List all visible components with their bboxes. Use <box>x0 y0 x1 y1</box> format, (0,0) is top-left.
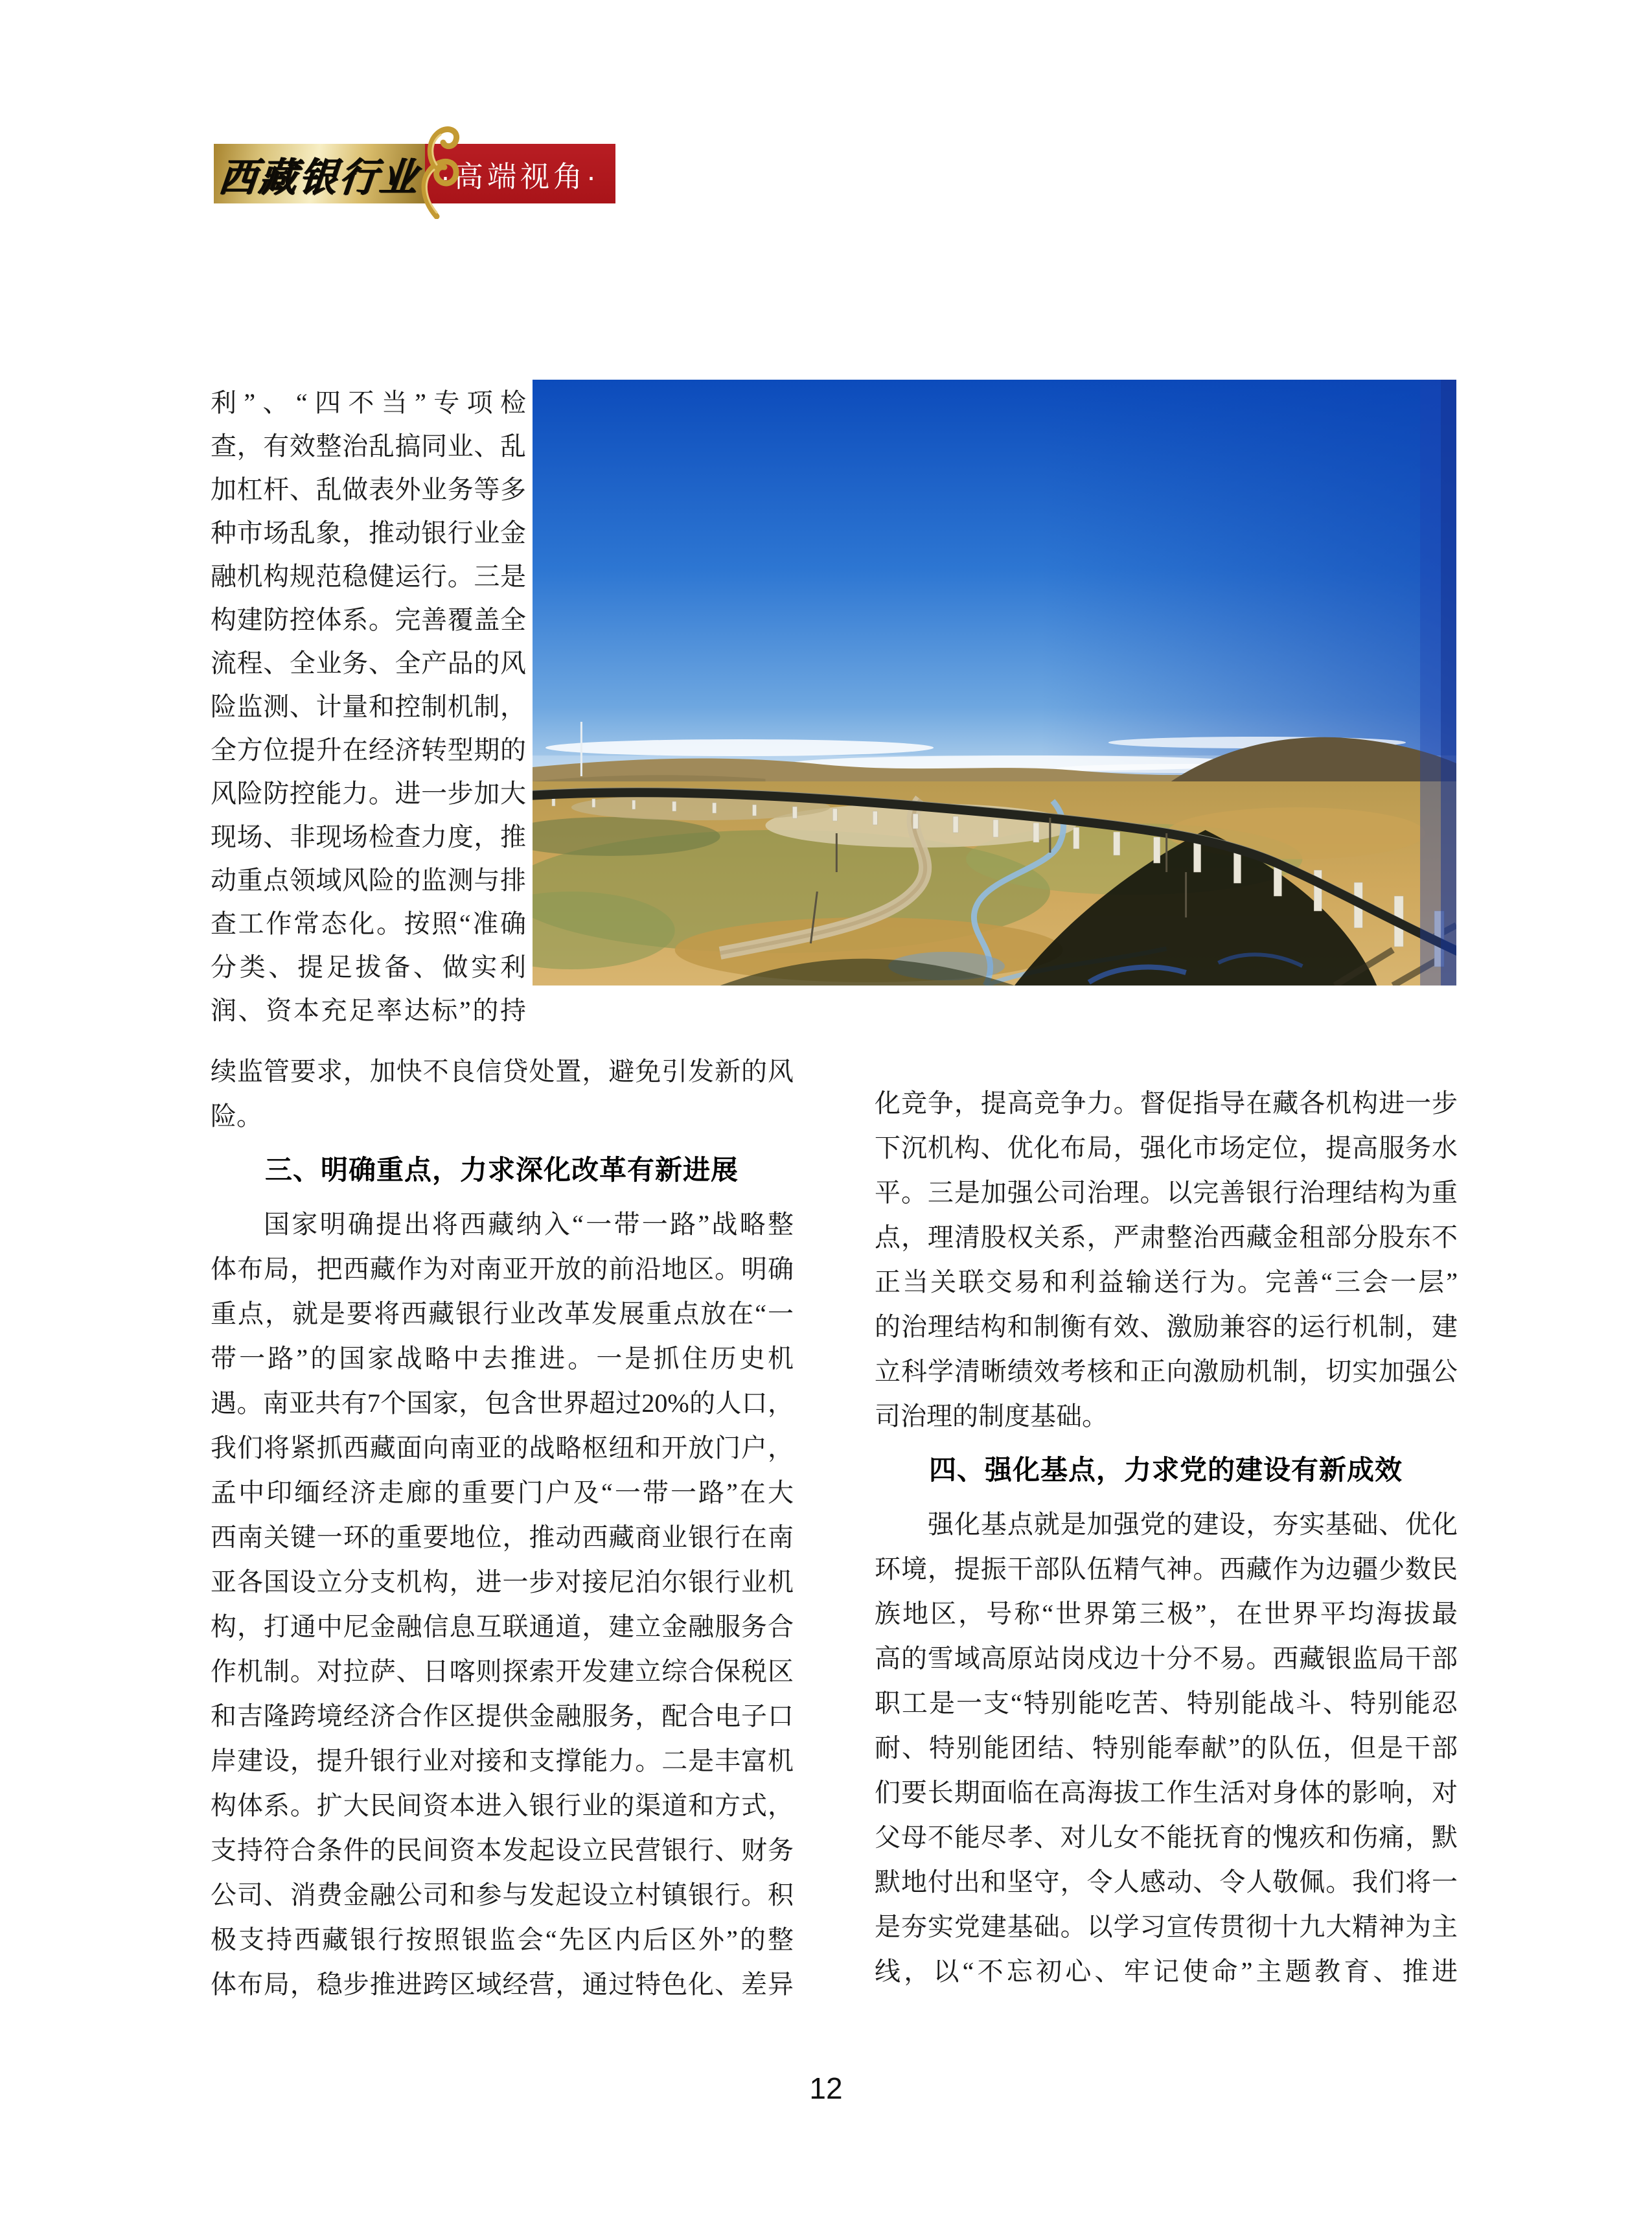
text-line: 们要长期面临在高海拔工作生活对身体的影响，对 <box>875 1778 1458 1807</box>
text-line: 公司、消费金融公司和参与发起设立村镇银行。积 <box>211 1880 794 1909</box>
text-line: 险。 <box>211 1101 262 1131</box>
text-line: 默地付出和坚守，令人感动、令人敬佩。我们将一 <box>875 1867 1458 1896</box>
text-line: 种市场乱象，推动银行业金 <box>211 518 526 548</box>
antenna-mast <box>580 722 582 776</box>
section-label: ·高端视角· <box>441 159 600 193</box>
text-line: 支持符合条件的民间资本发起设立民营银行、财务 <box>211 1836 794 1865</box>
railway-viaduct-photo <box>533 380 1456 986</box>
text-line: 作机制。对拉萨、日喀则探索开发建立综合保税区 <box>211 1657 794 1686</box>
text-line: 构，打通中尼金融信息互联通道，建立金融服务合 <box>211 1612 794 1641</box>
text-line: 极支持西藏银行按照银监会“先区内后区外”的整 <box>211 1925 794 1954</box>
text-line: 加杠杆、乱做表外业务等多 <box>211 475 526 504</box>
text-line: 正当关联交易和利益输送行为。完善“三会一层” <box>875 1267 1458 1297</box>
text-line: 分类、提足拔备、做实利 <box>211 952 526 982</box>
text-line: 化竞争，提高竞争力。督促指导在藏各机构进一步 <box>875 1089 1458 1118</box>
text-line: 体布局，把西藏作为对南亚开放的前沿地区。明确 <box>211 1254 794 1284</box>
section-heading-four: 四、强化基点，力求党的建设有新成效 <box>929 1455 1403 1485</box>
text-line: 查工作常态化。按照“准确 <box>211 909 526 938</box>
text-line: 和吉隆跨境经济合作区提供金融服务，配合电子口 <box>211 1701 794 1731</box>
left-column-narrow-text <box>211 381 526 1032</box>
photo-illustration <box>533 380 1456 986</box>
text-line: 是夯实党建基础。以学习宣传贯彻十九大精神为主 <box>875 1912 1458 1941</box>
masthead-title-calligraphy: 西藏银行业 <box>216 154 422 200</box>
text-line: 风险防控能力。进一步加大 <box>211 779 526 808</box>
text-line: 融机构规范稳健运行。三是 <box>211 562 526 591</box>
text-line: 国家明确提出将西藏纳入“一带一路”战略整 <box>264 1210 794 1239</box>
text-line: 下沉机构、优化布局，强化市场定位，提高服务水 <box>875 1133 1458 1162</box>
text-line: 耐、特别能团结、特别能奉献”的队伍，但是干部 <box>875 1733 1458 1762</box>
text-line: 体布局，稳步推进跨区域经营，通过特色化、差异 <box>211 1970 794 1999</box>
text-line: 族地区，号称“世界第三极”，在世界平均海拔最 <box>875 1599 1458 1628</box>
text-line: 线，以“不忘初心、牢记使命”主题教育、推进 <box>875 1957 1458 1986</box>
text-line: 重点，就是要将西藏银行业改革发展重点放在“一 <box>211 1299 794 1328</box>
text-line: 岸建设，提升银行业对接和支撑能力。二是丰富机 <box>211 1746 794 1775</box>
text-line: 司治理的制度基础。 <box>875 1401 1108 1431</box>
text-line: 平。三是加强公司治理。以完善银行治理结构为重 <box>875 1178 1458 1207</box>
text-line: 西南关键一环的重要地位，推动西藏商业银行在南 <box>211 1523 794 1552</box>
text-line: 亚各国设立分支机构，进一步对接尼泊尔银行业机 <box>211 1567 794 1597</box>
text-line: 构体系。扩大民间资本进入银行业的渠道和方式， <box>211 1791 794 1820</box>
paragraph-risk-continued <box>211 1049 794 1138</box>
text-line: 现场、非现场检查力度，推 <box>211 822 526 851</box>
text-line: 带一路”的国家战略中去推进。一是抓住历史机 <box>211 1344 794 1373</box>
text-line: 构建防控体系。完善覆盖全 <box>211 605 526 634</box>
text-line: 续监管要求，加快不良信贷处置，避免引发新的风 <box>211 1057 794 1086</box>
text-line: 我们将紧抓西藏面向南亚的战略枢纽和开放门户， <box>211 1433 794 1462</box>
text-line: 流程、全业务、全产品的风 <box>211 649 526 678</box>
paragraph-two-continued <box>875 1081 1458 1438</box>
page-number: 12 <box>809 2071 843 2105</box>
text-line: 点，理清股权关系，严肃整治西藏金租部分股东不 <box>875 1223 1458 1252</box>
text-line: 强化基点就是加强党的建设，夯实基础、优化 <box>928 1510 1458 1539</box>
paragraph-three <box>211 1202 794 2007</box>
text-line: 动重点领域风险的监测与排 <box>211 866 526 895</box>
text-line: 利”、“四不当”专项检 <box>211 388 526 417</box>
text-line: 立科学清晰绩效考核和正向激励机制，切实加强公 <box>875 1357 1458 1386</box>
text-line: 遇。南亚共有7个国家，包含世界超过20%的人口， <box>211 1389 794 1418</box>
left-column-wide <box>211 1049 794 2007</box>
text-line: 父母不能尽孝、对儿女不能抚育的愧疚和伤痛，默 <box>875 1823 1458 1852</box>
masthead-banner <box>214 144 615 203</box>
section-heading-three: 三、明确重点，力求深化改革有新进展 <box>265 1155 739 1185</box>
text-line: 职工是一支“特别能吃苦、特别能战斗、特别能忍 <box>875 1689 1458 1718</box>
text-line: 险监测、计量和控制机制， <box>211 692 526 721</box>
masthead-gold-panel <box>214 144 425 203</box>
cloud-scroll-ornament-icon <box>403 122 465 219</box>
text-line: 环境，提振干部队伍精气神。西藏作为边疆少数民 <box>875 1554 1458 1584</box>
text-line: 孟中印缅经济走廊的重要门户及“一带一路”在大 <box>211 1478 794 1507</box>
right-column <box>875 1081 1458 1994</box>
text-line: 润、资本充足率达标”的持 <box>211 996 526 1025</box>
text-line: 查，有效整治乱搞同业、乱 <box>211 432 526 461</box>
text-line: 全方位提升在经济转型期的 <box>211 735 526 765</box>
text-line: 的治理结构和制衡有效、激励兼容的运行机制，建 <box>875 1312 1458 1341</box>
paragraph-four <box>875 1502 1458 1994</box>
text-line: 高的雪域高原站岗戍边十分不易。西藏银监局干部 <box>875 1644 1458 1673</box>
